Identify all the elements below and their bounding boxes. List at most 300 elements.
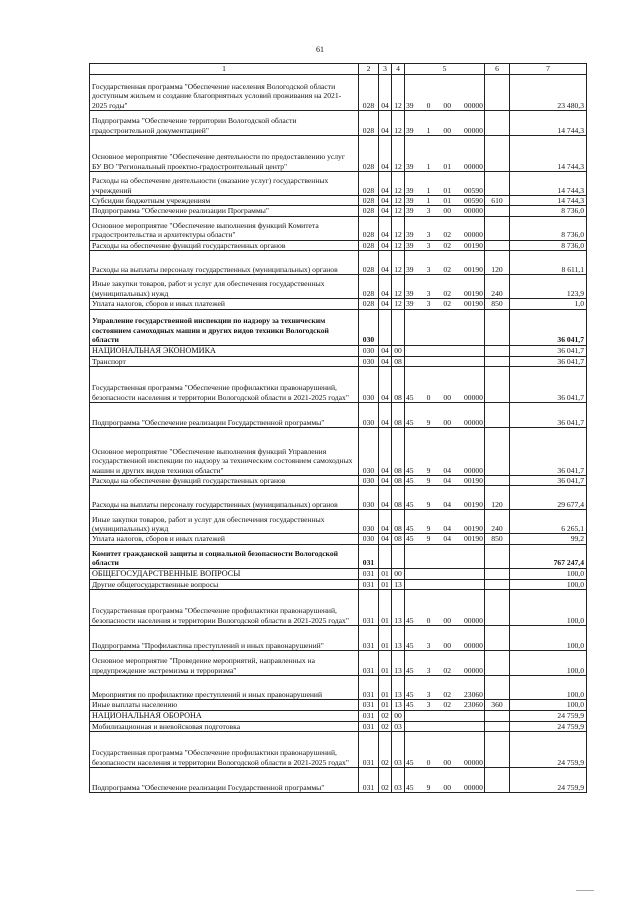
code-target-article [405,651,485,676]
code-target-part: 3 [426,665,431,675]
row-amount: 23 480,3 [510,75,587,111]
code-section [379,309,392,345]
table-header-row [90,64,587,75]
code-target-article [405,721,485,731]
code-expense-type [485,428,510,476]
row-amount: 1,0 [510,299,587,309]
code-admin: 028 [359,136,379,172]
code-target-article [405,579,485,589]
table-row [90,275,587,299]
row-amount: 100,0 [510,590,587,626]
row-amount: 36 041,7 [510,403,587,428]
code-target-article [405,486,485,510]
code-section: 04 [379,486,392,510]
row-amount: 100,0 [510,579,587,589]
row-name: Мероприятия по профилактике преступлений и иных правонарушений [90,676,359,700]
code-target-part: 39 [406,185,414,195]
code-target-part: 00000 [463,782,483,792]
code-subsection: 08 [392,428,405,476]
code-target-part: 00590 [463,185,483,195]
code-target-article [405,710,485,721]
row-name: Основное мероприятие "Обеспечение выполнения функций Управления государственной инспекции по надзору за техническим состоянием самоходных машин и других видов техники области" [90,428,359,476]
code-expense-type [485,590,510,626]
code-target-part: 01 [443,196,451,205]
code-section: 01 [379,568,392,579]
row-name: Расходы на выплаты персоналу государственных (муниципальных) органов [90,486,359,510]
row-name: НАЦИОНАЛЬНАЯ ОБОРОНА [90,710,359,721]
code-target-article [405,544,485,568]
header-cell: 4 [392,64,405,75]
code-target-part: 00190 [463,240,483,250]
row-name: Расходы на обеспечение деятельности (оказание услуг) государственных учреждений [90,172,359,196]
code-subsection: 03 [392,721,405,731]
code-subsection: 00 [392,345,405,356]
code-target-part: 39 [406,240,414,250]
code-section: 01 [379,626,392,651]
code-target-article [405,136,485,172]
code-section: 04 [379,75,392,111]
code-target-part: 3 [426,206,431,216]
code-expense-type: 850 [485,299,510,309]
row-name: Основное мероприятие "Обеспечение деятельности по предоставлению услуг БУ ВО "Региональный проектно-градостроительный центр" [90,136,359,172]
table-row [90,568,587,579]
code-target-part: 00 [443,206,451,216]
code-target-part: 45 [406,465,414,475]
code-section: 01 [379,676,392,700]
table-row [90,111,587,136]
code-target-part: 00 [443,757,451,767]
code-expense-type: 120 [485,486,510,510]
row-amount: 14 744,3 [510,111,587,136]
code-target-article [405,251,485,275]
code-target-part: 39 [406,100,414,110]
code-expense-type: 610 [485,196,510,206]
row-amount: 100,0 [510,676,587,700]
code-target-article [405,345,485,356]
code-admin: 028 [359,275,379,299]
code-target-part: 02 [443,230,451,240]
code-expense-type [485,309,510,345]
row-amount: 100,0 [510,626,587,651]
code-target-article [405,476,485,486]
row-amount: 24 759,9 [510,732,587,768]
table-row [90,626,587,651]
code-target-part: 01 [443,185,451,195]
code-expense-type: 240 [485,275,510,299]
code-admin: 030 [359,486,379,510]
row-name: Государственная программа "Обеспечение профилактики правонарушений, безопасности населения и территории Вологодской области в 2021-2025 годах" [90,367,359,403]
code-target-part: 00000 [463,125,483,135]
code-expense-type [485,75,510,111]
table-row [90,216,587,240]
code-target-part: 02 [443,299,451,309]
row-name: НАЦИОНАЛЬНАЯ ЭКОНОМИКА [90,345,359,356]
code-target-part: 00 [443,417,451,427]
code-section: 04 [379,299,392,309]
row-name: Расходы на обеспечение функций государственных органов [90,476,359,486]
table-row [90,721,587,731]
code-target-part: 00000 [463,757,483,767]
code-target-part: 39 [406,206,414,216]
row-amount: 29 677,4 [510,486,587,510]
code-target-part: 02 [443,288,451,298]
row-amount: 100,0 [510,651,587,676]
code-subsection: 12 [392,206,405,216]
table-row [90,309,587,345]
code-target-article [405,356,485,366]
row-name: Государственная программа "Обеспечение профилактики правонарушений, безопасности населения и территории Вологодской области в 2021-2025 годах" [90,732,359,768]
code-admin: 030 [359,428,379,476]
header-cell: 5 [405,64,485,75]
code-admin: 030 [359,534,379,544]
table-row [90,510,587,534]
code-expense-type [485,403,510,428]
code-subsection: 08 [392,486,405,510]
row-name: Иные закупки товаров, работ и услуг для обеспечения государственных (муниципальных) нужд [90,510,359,534]
code-admin: 031 [359,710,379,721]
code-admin: 028 [359,216,379,240]
code-target-part: 04 [443,465,451,475]
table-row [90,367,587,403]
code-target-part: 3 [426,230,431,240]
code-target-part: 45 [406,782,414,792]
code-subsection: 08 [392,356,405,366]
row-amount: 8 736,0 [510,206,587,216]
row-name: Расходы на обеспечение функций государственных органов [90,240,359,250]
code-admin: 028 [359,111,379,136]
code-target-part: 9 [426,534,431,544]
code-target-part: 00590 [463,196,483,205]
row-name: Подпрограмма "Обеспечение реализации Государственной программы" [90,768,359,793]
row-name: Иные закупки товаров, работ и услуг для обеспечения государственных (муниципальных) нужд [90,275,359,299]
code-target-article [405,768,485,793]
code-target-article [405,700,485,710]
code-admin: 030 [359,403,379,428]
code-subsection: 12 [392,299,405,309]
code-target-part: 45 [406,615,414,625]
code-section: 01 [379,579,392,589]
code-target-article [405,240,485,250]
code-expense-type [485,356,510,366]
row-name: Другие общегосударственные вопросы [90,579,359,589]
code-target-part: 3 [426,240,431,250]
code-target-article [405,196,485,206]
code-admin: 030 [359,476,379,486]
code-target-part: 04 [443,534,451,544]
code-target-part: 00000 [463,100,483,110]
code-target-part: 39 [406,196,414,205]
row-amount: 14 744,3 [510,172,587,196]
row-name: Иные выплаты населению [90,700,359,710]
row-amount: 123,9 [510,275,587,299]
code-subsection: 12 [392,136,405,172]
code-section: 04 [379,136,392,172]
code-admin: 028 [359,75,379,111]
code-section: 04 [379,240,392,250]
code-target-article [405,206,485,216]
code-target-part: 00190 [463,299,483,309]
code-expense-type [485,732,510,768]
code-section: 04 [379,206,392,216]
code-target-part: 23060 [463,689,483,699]
code-expense-type [485,240,510,250]
code-target-part: 3 [426,700,431,710]
code-admin: 028 [359,240,379,250]
code-target-part: 00000 [463,206,483,216]
code-admin: 030 [359,309,379,345]
code-target-part: 9 [426,476,431,486]
code-admin: 028 [359,172,379,196]
code-admin: 030 [359,356,379,366]
code-admin: 030 [359,367,379,403]
code-section: 01 [379,651,392,676]
code-subsection: 13 [392,700,405,710]
code-target-part: 00000 [463,392,483,402]
header-cell: 7 [510,64,587,75]
code-target-article [405,676,485,700]
code-subsection: 12 [392,75,405,111]
code-expense-type [485,345,510,356]
row-amount: 24 759,9 [510,710,587,721]
code-target-part: 39 [406,125,414,135]
code-subsection: 08 [392,510,405,534]
code-admin: 031 [359,700,379,710]
row-amount: 6 265,1 [510,510,587,534]
code-target-part: 04 [443,476,451,486]
row-name: Уплата налогов, сборов и иных платежей [90,299,359,309]
code-subsection: 13 [392,626,405,651]
code-expense-type [485,136,510,172]
code-target-part: 00 [443,392,451,402]
row-amount: 14 744,3 [510,136,587,172]
code-target-part: 0 [426,757,431,767]
code-section: 04 [379,216,392,240]
code-target-part: 00 [443,640,451,650]
code-target-part: 45 [406,700,414,710]
row-name: Субсидии бюджетным учреждениям [90,196,359,206]
code-admin: 031 [359,676,379,700]
code-target-part: 3 [426,689,431,699]
code-target-part: 00 [443,782,451,792]
code-subsection: 13 [392,590,405,626]
table-row [90,534,587,544]
code-admin: 031 [359,568,379,579]
code-target-part: 02 [443,264,451,274]
code-target-article [405,568,485,579]
table-row [90,590,587,626]
code-target-part: 01 [443,161,451,171]
code-target-part: 02 [443,240,451,250]
code-target-article [405,510,485,534]
code-target-article [405,428,485,476]
code-subsection [392,309,405,345]
code-target-part: 45 [406,476,414,486]
code-subsection: 12 [392,275,405,299]
code-target-part: 39 [406,299,414,309]
code-target-article [405,299,485,309]
code-section: 04 [379,476,392,486]
code-target-part: 00 [443,100,451,110]
code-target-article [405,216,485,240]
code-target-part: 9 [426,417,431,427]
code-target-article [405,309,485,345]
code-subsection: 12 [392,172,405,196]
code-subsection: 08 [392,476,405,486]
code-target-part: 9 [426,524,431,534]
code-target-article [405,626,485,651]
code-section: 04 [379,510,392,534]
table-row [90,486,587,510]
code-target-part: 00190 [463,500,483,510]
code-target-part: 00190 [463,534,483,544]
row-name: Мобилизационная и вневойсковая подготовка [90,721,359,731]
row-name: Расходы на выплаты персоналу государственных (муниципальных) органов [90,251,359,275]
row-name: Подпрограмма "Обеспечение территории Вологодской области градостроительной документацией" [90,111,359,136]
code-expense-type [485,111,510,136]
table-row [90,299,587,309]
table-row [90,476,587,486]
code-expense-type [485,476,510,486]
row-name: Государственная программа "Обеспечение населения Вологодской области доступным жильем и создание благоприятных условий проживания на 2021-2025 годы" [90,75,359,111]
code-section: 04 [379,111,392,136]
code-expense-type [485,579,510,589]
code-target-part: 3 [426,264,431,274]
row-name: Комитет гражданской защиты и социальной безопасности Вологодской области [90,544,359,568]
table-row [90,403,587,428]
code-target-part: 00000 [463,640,483,650]
row-name: ОБЩЕГОСУДАРСТВЕННЫЕ ВОПРОСЫ [90,568,359,579]
code-section: 04 [379,275,392,299]
code-target-part: 00 [443,615,451,625]
table-row [90,136,587,172]
code-target-part: 9 [426,500,431,510]
code-expense-type [485,651,510,676]
budget-table [89,63,587,793]
row-amount: 8 611,1 [510,251,587,275]
code-target-part: 00190 [463,524,483,534]
table-row [90,710,587,721]
code-expense-type: 850 [485,534,510,544]
code-target-part: 00000 [463,615,483,625]
code-target-part: 9 [426,465,431,475]
code-expense-type [485,768,510,793]
row-amount: 36 041,7 [510,356,587,366]
table-row [90,206,587,216]
code-target-part: 39 [406,230,414,240]
row-name: Основное мероприятие "Обеспечение выполнения функций Комитета градостроительства и архитектуры области" [90,216,359,240]
code-subsection: 13 [392,676,405,700]
row-amount: 36 041,7 [510,428,587,476]
code-expense-type [485,568,510,579]
code-target-part: 00000 [463,665,483,675]
code-section: 02 [379,710,392,721]
row-amount: 767 247,4 [510,544,587,568]
code-target-article [405,367,485,403]
code-target-part: 00190 [463,264,483,274]
row-amount: 36 041,7 [510,367,587,403]
code-subsection: 12 [392,251,405,275]
code-expense-type: 240 [485,510,510,534]
row-amount: 8 736,0 [510,240,587,250]
code-subsection: 00 [392,710,405,721]
code-section: 04 [379,428,392,476]
code-target-part: 39 [406,264,414,274]
code-target-article [405,534,485,544]
code-section [379,544,392,568]
code-admin: 031 [359,579,379,589]
table-row [90,676,587,700]
code-target-part: 02 [443,665,451,675]
code-target-part: 00190 [463,476,483,486]
code-section: 02 [379,721,392,731]
table-row [90,768,587,793]
code-target-part: 04 [443,524,451,534]
row-amount: 99,2 [510,534,587,544]
row-name: Управление государственной инспекции по надзору за техническим состоянием самоходных машин и других видов техники Вологодской области [90,309,359,345]
code-target-part: 00000 [463,161,483,171]
code-target-article [405,75,485,111]
code-admin: 031 [359,626,379,651]
code-expense-type [485,626,510,651]
row-amount: 36 041,7 [510,309,587,345]
code-target-part: 39 [406,288,414,298]
row-amount: 36 041,7 [510,345,587,356]
code-target-part: 3 [426,640,431,650]
row-name: Уплата налогов, сборов и иных платежей [90,534,359,544]
code-target-part: 1 [426,196,431,205]
code-section: 04 [379,534,392,544]
code-section: 04 [379,367,392,403]
code-subsection: 12 [392,196,405,206]
table-row [90,172,587,196]
row-name: Подпрограмма "Обеспечение реализации Программы" [90,206,359,216]
code-section: 02 [379,732,392,768]
row-amount: 24 759,9 [510,721,587,731]
table-row [90,240,587,250]
code-subsection: 12 [392,111,405,136]
code-target-part: 02 [443,700,451,710]
code-admin: 028 [359,299,379,309]
code-subsection: 00 [392,568,405,579]
margin-mark [576,887,594,891]
code-subsection: 08 [392,534,405,544]
code-admin: 031 [359,590,379,626]
code-section: 04 [379,356,392,366]
code-target-part: 1 [426,125,431,135]
table-row [90,428,587,476]
code-section: 04 [379,345,392,356]
code-target-article [405,275,485,299]
code-expense-type [485,172,510,196]
code-section: 04 [379,172,392,196]
code-target-article [405,732,485,768]
header-cell: 2 [359,64,379,75]
code-expense-type [485,676,510,700]
table-row [90,651,587,676]
code-target-part: 04 [443,500,451,510]
code-target-part: 45 [406,524,414,534]
code-target-part: 3 [426,299,431,309]
code-admin: 030 [359,345,379,356]
code-admin: 031 [359,651,379,676]
code-section: 04 [379,403,392,428]
code-subsection: 03 [392,732,405,768]
code-expense-type [485,216,510,240]
row-name: Подпрограмма "Обеспечение реализации Государственной программы" [90,403,359,428]
header-cell: 6 [485,64,510,75]
code-section: 01 [379,700,392,710]
code-target-article [405,111,485,136]
